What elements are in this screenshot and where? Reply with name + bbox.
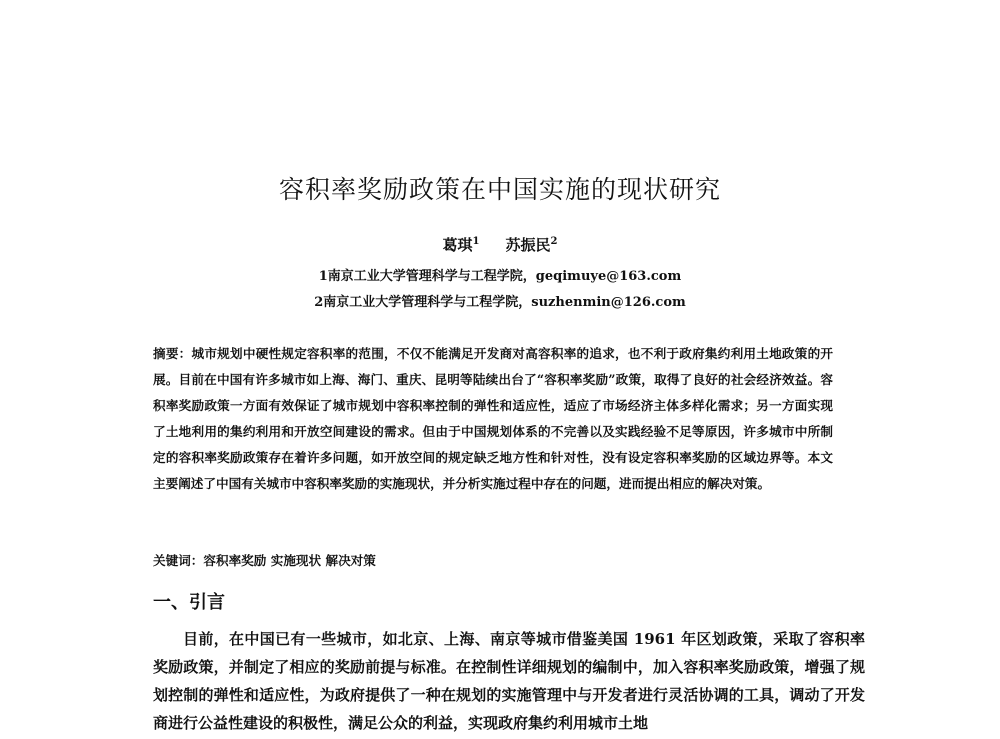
keywords-text: 容积率奖励 实施现状 解决对策 — [203, 553, 376, 568]
abstract — [153, 341, 833, 497]
section-heading: 一、引言 — [153, 592, 225, 613]
abstract-text: 城市规划中硬性规定容积率的范围，不仅不能满足开发商对高容积率的追求，也不利于政府集约利用土地政策的开展。目前在中国有许多城市如上海、海门、重庆、昆明等陆续出台了“容积率奖励”政策，取得了良好的社会经济效益。容积率奖励政策一方面有效保证了城市规划中容积率控制的弹性和适应性，适应了市场经济主体多样化需求；另一方面实现了土地利用的集约利用和开放空间建设的需求。但由于中国规划体系的不完善以及实践经验不足等原因，许多城市中所制定的容积率奖励政策存在着许多问题，如开放空间的规定缺乏地方性和针对性，没有设定容积率奖励的区域边界等。本文主要阐述了中国有关城市中容积率奖励的实施现状，并分析实施过程中存在的问题，进而提出相应的解决对策。 — [153, 346, 834, 491]
affiliation-2: 2南京工业大学管理科学与工程学院，suzhenmin@126.com — [314, 295, 686, 310]
keywords-label: 关键词： — [153, 553, 204, 568]
author-name: 葛琪 — [442, 236, 473, 254]
author-superscript: 1 — [472, 236, 480, 247]
author-name: 苏振民 — [505, 236, 551, 254]
abstract-label: 摘要： — [153, 346, 192, 361]
author-line — [0, 234, 1000, 255]
intro-paragraph: 目前，在中国已有一些城市，如北京、上海、南京等城市借鉴美国 1961 年区划政策，采取了容积率奖励政策，并制定了相应的奖励前提与标准。在控制性详细规划的编制中，加入容积率奖励政策，增强了规划控制的弹性和适应性，为政府提供了一种在规划的实施管理中与开发者进行灵活协调的工具，调动了开发商进行公益性建设的积极性，满足公众的利益，实现政府集约利用城市土地 — [153, 630, 865, 732]
author-superscript: 2 — [550, 236, 558, 247]
paper-title: 容积率奖励政策在中国实施的现状研究 — [278, 175, 721, 204]
affiliation-1: 1南京工业大学管理科学与工程学院，geqimuye@163.com — [318, 269, 682, 284]
keywords — [153, 550, 833, 569]
